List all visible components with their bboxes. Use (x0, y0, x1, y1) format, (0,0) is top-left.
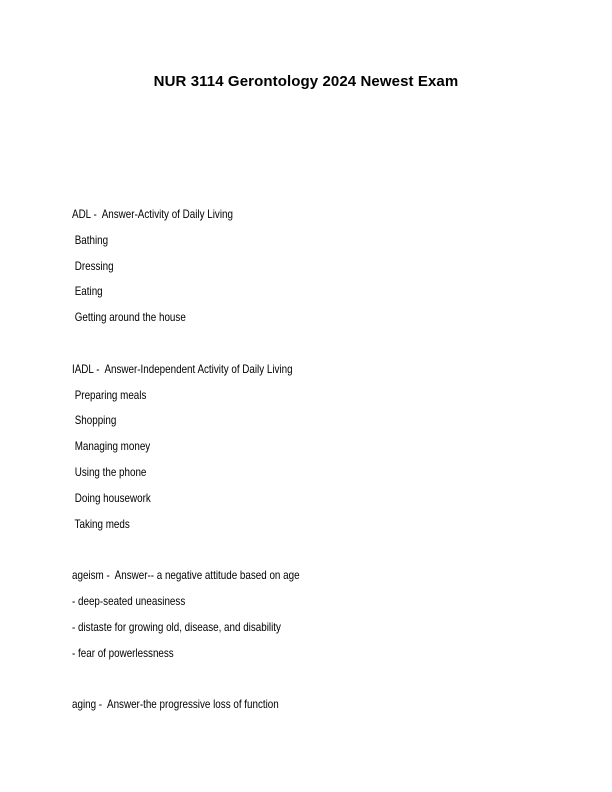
detail-line: Shopping (72, 413, 117, 428)
term-line: aging - Answer-the progressive loss of function (72, 697, 279, 712)
term-line: ageism - Answer-- a negative attitude based on age (72, 568, 300, 583)
detail-line: Using the phone (72, 464, 147, 479)
term-line: ADL - Answer-Activity of Daily Living (72, 207, 233, 221)
detail-line: Eating (72, 284, 103, 299)
detail-line: Preparing meals (72, 387, 147, 402)
entry-separator (72, 668, 552, 694)
detail-line: - distaste for growing old, disease, and disability (72, 619, 281, 634)
detail-line: Taking meds (72, 516, 130, 531)
entry-aging (72, 694, 552, 720)
detail-line: - fear of powerlessness (72, 645, 174, 660)
detail-line: Dressing (72, 258, 114, 273)
entry-iadl (72, 359, 552, 540)
detail-line: Doing housework (72, 490, 151, 505)
detail-line: - deep-seated uneasiness (72, 593, 186, 608)
detail-line: Getting around the house (72, 310, 186, 325)
detail-line: Bathing (72, 232, 109, 247)
flashcard-content (72, 204, 552, 720)
entry-adl (72, 204, 552, 333)
detail-line: Managing money (72, 439, 151, 454)
entry-ageism (72, 565, 552, 668)
page-title: NUR 3114 Gerontology 2024 Newest Exam (153, 73, 459, 90)
entry-separator (72, 333, 552, 359)
entry-separator (72, 539, 552, 565)
term-line: IADL - Answer-Independent Activity of Daily Living (72, 361, 293, 376)
